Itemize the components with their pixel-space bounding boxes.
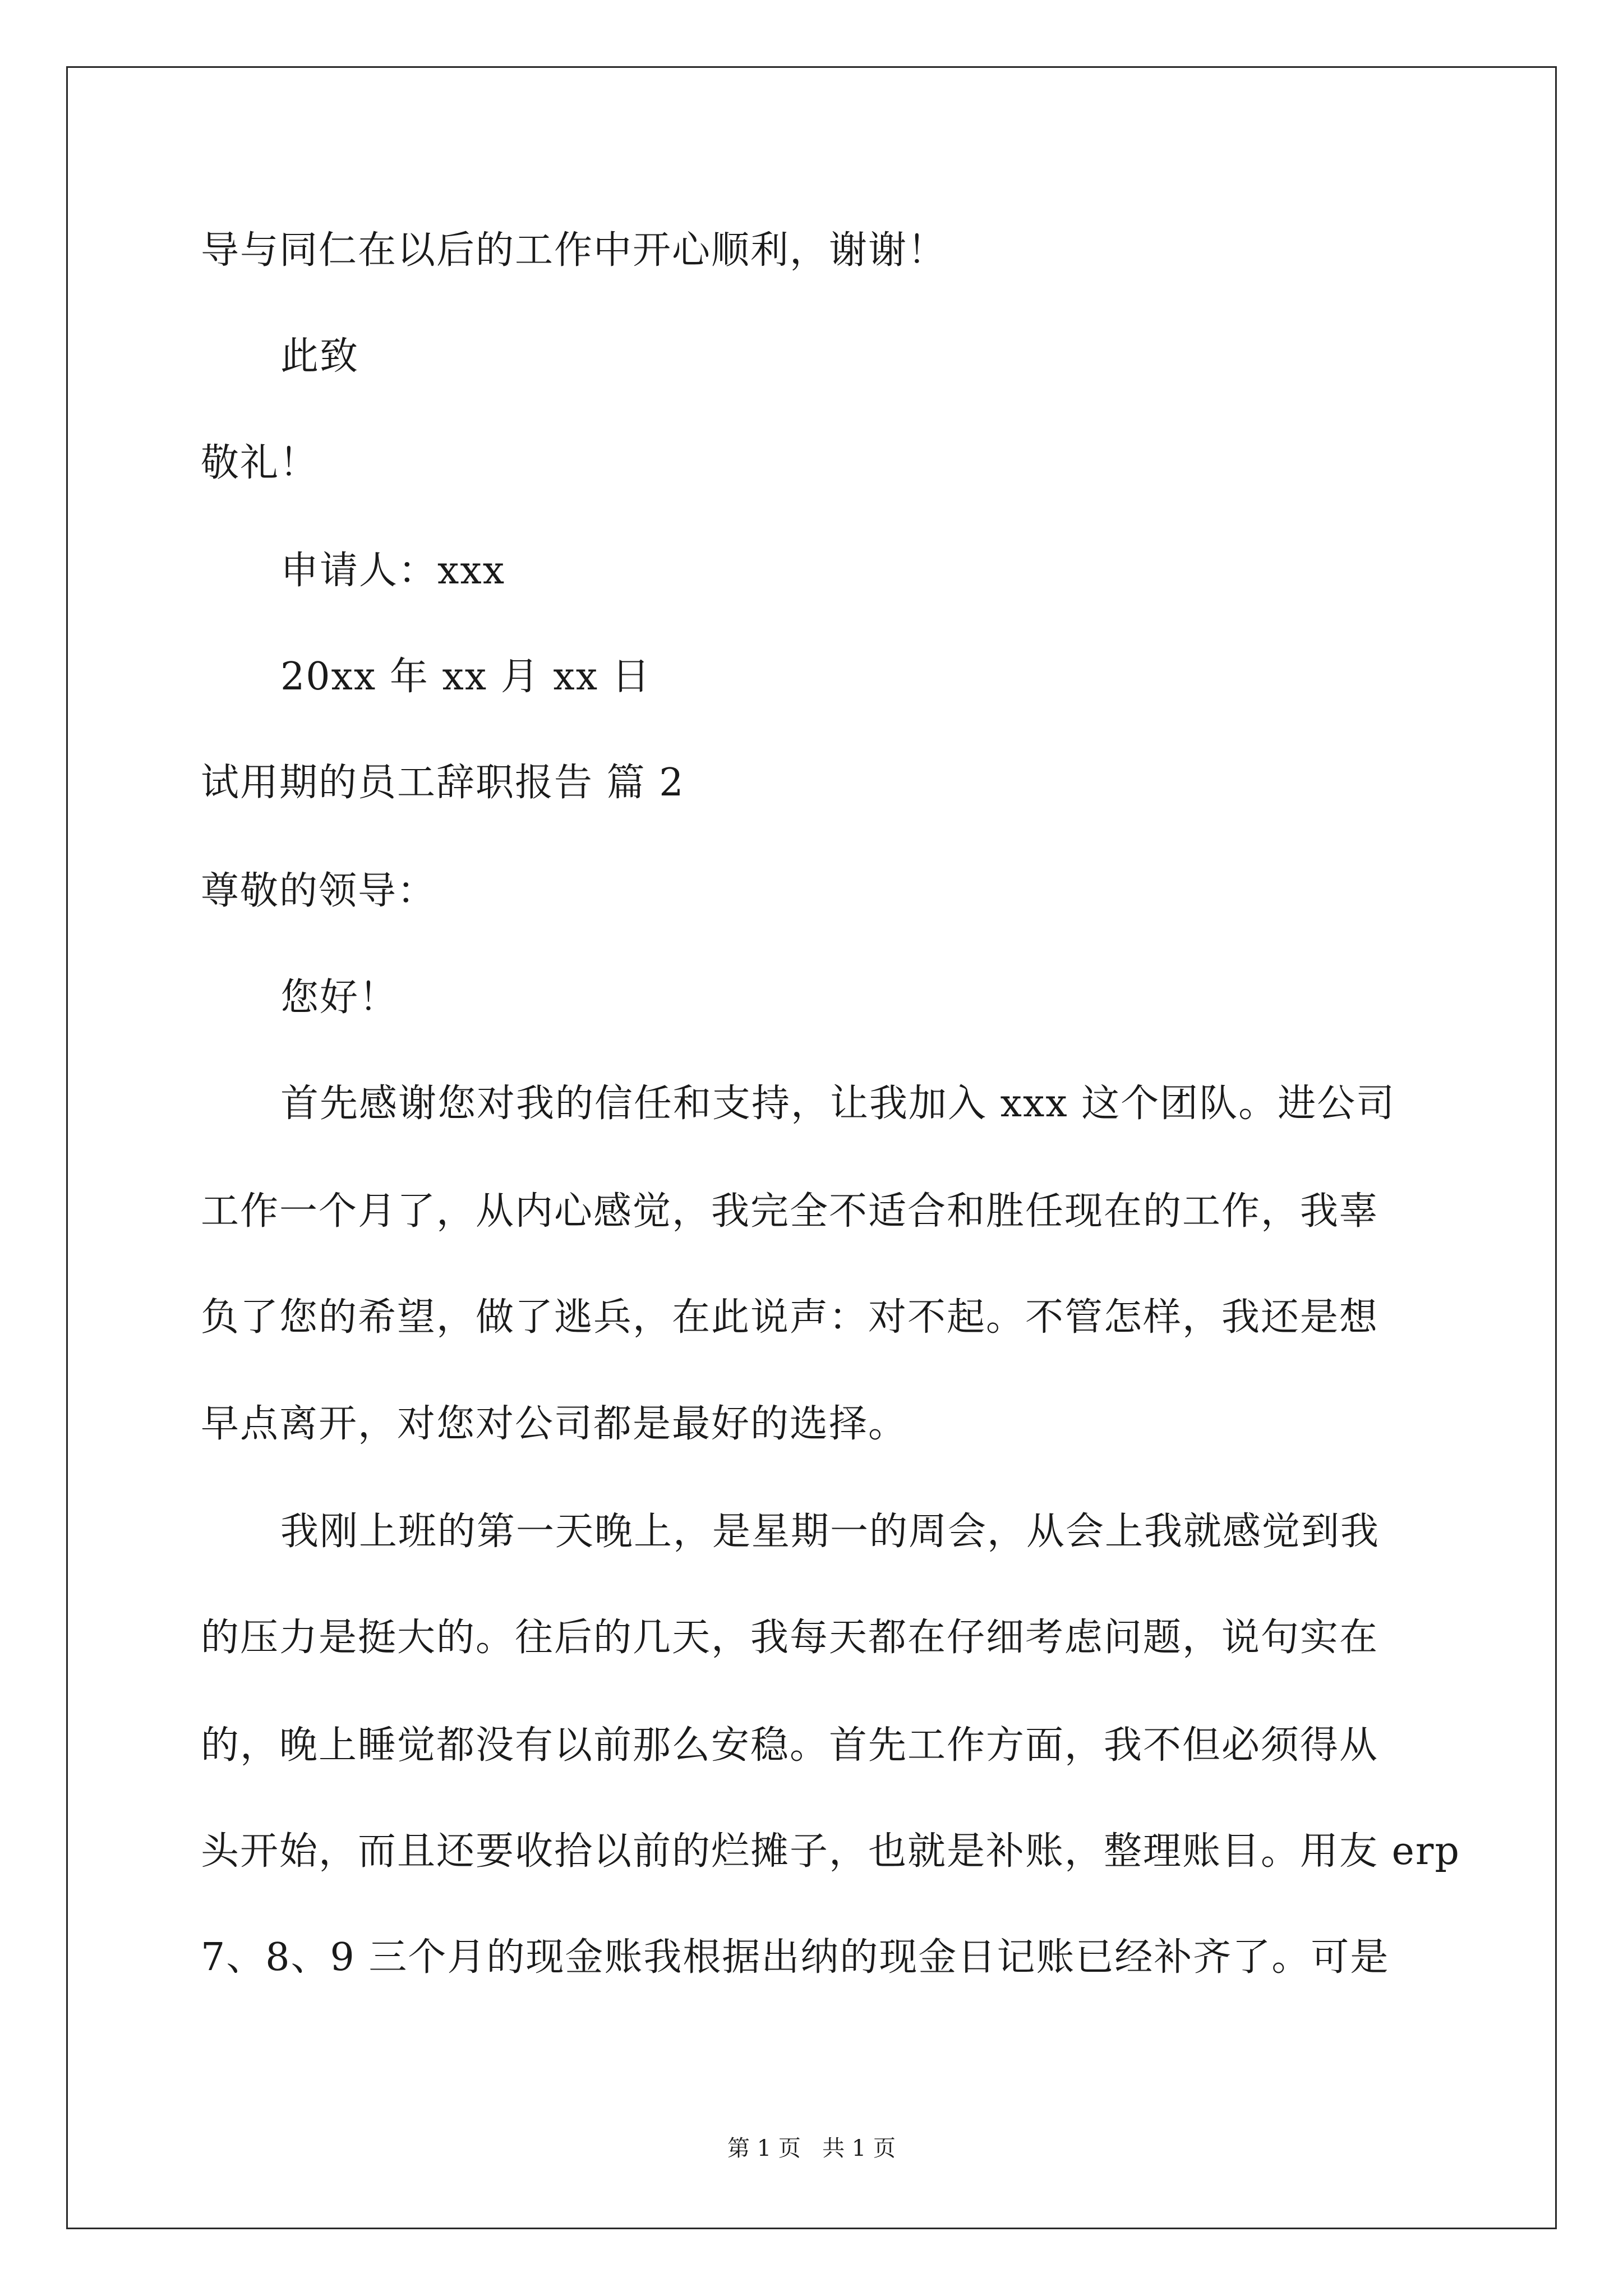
text-line-ci-zhi: 此致 [280, 334, 359, 379]
text-line-closing-wish: 导与同仁在以后的工作中开心顺利，谢谢！ [201, 228, 947, 273]
paragraph-2-line-1: 我刚上班的第一天晚上，是星期一的周会，从会上我就感觉到我 [280, 1510, 1380, 1554]
text-line-greeting: 您好！ [280, 976, 399, 1020]
paragraph-1-line-1: 首先感谢您对我的信任和支持，让我加入 xxx 这个团队。进公司 [280, 1082, 1396, 1126]
paragraph-1-line-3: 负了您的希望，做了逃兵，在此说声：对不起。不管怎样，我还是想 [201, 1295, 1379, 1340]
paragraph-2-line-3: 的，晚上睡觉都没有以前那么安稳。首先工作方面，我不但必须得从 [201, 1723, 1379, 1768]
text-line-date: 20xx 年 xx 月 xx 日 [280, 655, 651, 699]
paragraph-2-line-2: 的压力是挺大的。往后的几天，我每天都在仔细考虑问题，说句实在 [201, 1616, 1379, 1660]
text-line-applicant: 申请人：xxx [280, 549, 506, 593]
paragraph-1-line-4: 早点离开，对您对公司都是最好的选择。 [201, 1402, 908, 1446]
page-footer: 第 1 页 共 1 页 [727, 2136, 896, 2161]
section-heading: 试用期的员工辞职报告 篇 2 [201, 761, 685, 805]
paragraph-2-line-4: 头开始，而且还要收拾以前的烂摊子，也就是补账，整理账目。用友 erp [201, 1829, 1460, 1874]
paragraph-2-line-5: 7、8、9 三个月的现金账我根据出纳的现金日记账已经补齐了。可是 [201, 1935, 1390, 1980]
paragraph-1-line-2: 工作一个月了，从内心感觉，我完全不适合和胜任现在的工作，我辜 [201, 1189, 1379, 1234]
text-line-jing-li: 敬礼！ [201, 441, 319, 485]
page-border [66, 66, 1557, 2229]
text-line-salutation: 尊敬的领导： [201, 869, 437, 913]
